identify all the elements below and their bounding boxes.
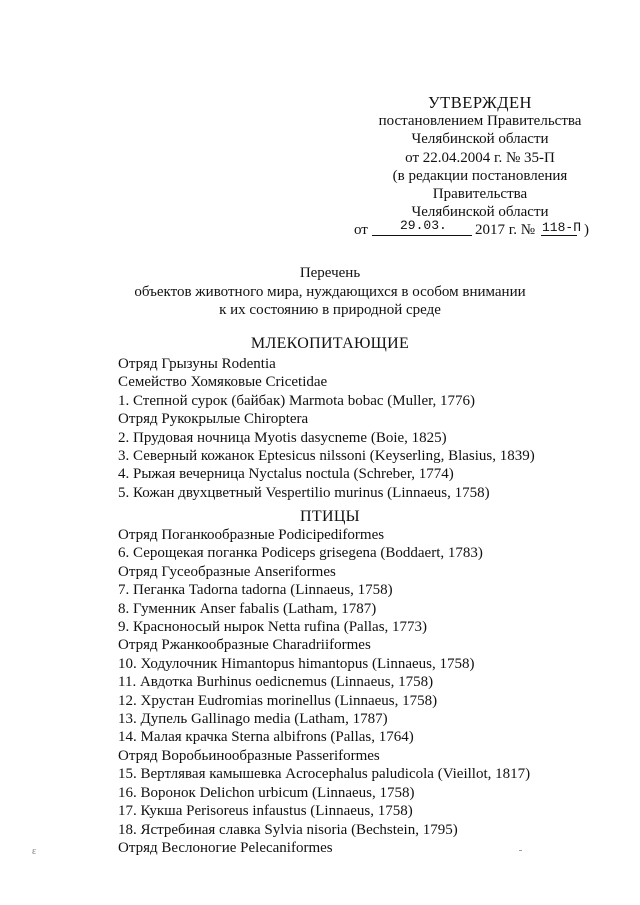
list-item: 4. Рыжая вечерница Nyctalus noctula (Schreber, 1774) xyxy=(118,466,454,483)
scan-dot xyxy=(519,850,522,851)
amendment-prefix: от xyxy=(354,222,368,239)
approval-line: постановлением Правительства xyxy=(378,113,582,130)
list-item: 1. Степной сурок (байбак) Marmota bobac (Muller, 1776) xyxy=(118,392,475,409)
list-item: Отряд Веслоногие Pelecaniformes xyxy=(118,839,333,856)
list-item: 5. Кожан двухцветный Vespertilio murinus (Linnaeus, 1758) xyxy=(118,484,490,501)
list-item: Отряд Поганкообразные Podicipediformes xyxy=(118,527,385,543)
list-item: 17. Кукша Perisoreus infaustus (Linnaeus, 1758) xyxy=(118,803,413,820)
margin-mark: ε xyxy=(32,846,37,857)
list-item: 2. Прудовая ночница Myotis dasycneme (Boie, 1825) xyxy=(118,429,447,446)
mammals-list xyxy=(118,355,618,502)
approval-line: Челябинской области xyxy=(411,204,549,221)
section-title-mammals: МЛЕКОПИТАЮЩИЕ xyxy=(250,335,410,352)
list-item: Отряд Рукокрылые Chiroptera xyxy=(118,411,309,428)
list-item: 14. Малая крачка Sterna albifrons (Pallas, 1764) xyxy=(118,729,414,746)
list-item: Отряд Гусеобразные Anseriformes xyxy=(118,563,336,580)
amendment-date: 29.03. xyxy=(400,218,447,234)
list-item: 7. Пеганка Tadorna tadorna (Linnaeus, 1758) xyxy=(118,582,393,599)
approval-stamp xyxy=(350,94,610,241)
list-item: 8. Гуменник Anser fabalis (Latham, 1787) xyxy=(118,600,377,617)
approval-line: от 22.04.2004 г. № 35-П xyxy=(405,149,555,166)
list-item: 16. Воронок Delichon urbicum (Linnaeus, 1758) xyxy=(118,784,415,801)
amendment-close-paren: ) xyxy=(584,222,589,239)
heading-title: Перечень xyxy=(299,265,361,281)
list-item: Семейство Хомяковые Cricetidae xyxy=(118,374,328,391)
list-item: Отряд Ржанкообразные Charadriiformes xyxy=(118,637,371,654)
amendment-number: 118-П xyxy=(542,220,582,236)
list-item: Отряд Грызуны Rodentia xyxy=(118,356,276,372)
list-item: 15. Вертлявая камышевка Acrocephalus paludicola (Vieillot, 1817) xyxy=(118,766,531,783)
document-heading xyxy=(100,264,560,320)
heading-subtitle: к их состоянию в природной среде xyxy=(219,302,441,318)
amendment-dateline xyxy=(350,218,610,241)
list-item: 11. Авдотка Burhinus oedicnemus (Linnaeus, 1758) xyxy=(118,674,434,691)
approval-line: Челябинской области xyxy=(411,131,549,148)
list-item: Отряд Воробьинообразные Passeriformes xyxy=(118,747,380,764)
list-item: 3. Северный кожанок Eptesicus nilssoni (Keyserling, Blasius, 1839) xyxy=(118,448,535,465)
list-item: 13. Дупель Gallinago media (Latham, 1787) xyxy=(118,711,388,728)
list-item: 18. Ястребиная славка Sylvia nisoria (Bechstein, 1795) xyxy=(118,821,458,838)
approval-line: Правительства xyxy=(432,186,528,203)
approval-title: УТВЕРЖДЕН xyxy=(428,93,532,112)
birds-list xyxy=(118,526,618,857)
section-title-birds: ПТИЦЫ xyxy=(300,508,360,525)
list-item: 10. Ходулочник Himantopus himantopus (Linnaeus, 1758) xyxy=(118,655,475,672)
list-item: 9. Красноносый нырок Netta rufina (Pallas, 1773) xyxy=(118,619,428,636)
approval-line: (в редакции постановления xyxy=(392,167,568,184)
amendment-year: 2017 г. № xyxy=(475,222,536,239)
list-item: 6. Серощекая поганка Podiceps grisegena (Boddaert, 1783) xyxy=(118,545,483,562)
heading-subtitle: объектов животного мира, нуждающихся в особом внимании xyxy=(134,283,526,300)
list-item: 12. Хрустан Eudromias morinellus (Linnaeus, 1758) xyxy=(118,692,438,709)
